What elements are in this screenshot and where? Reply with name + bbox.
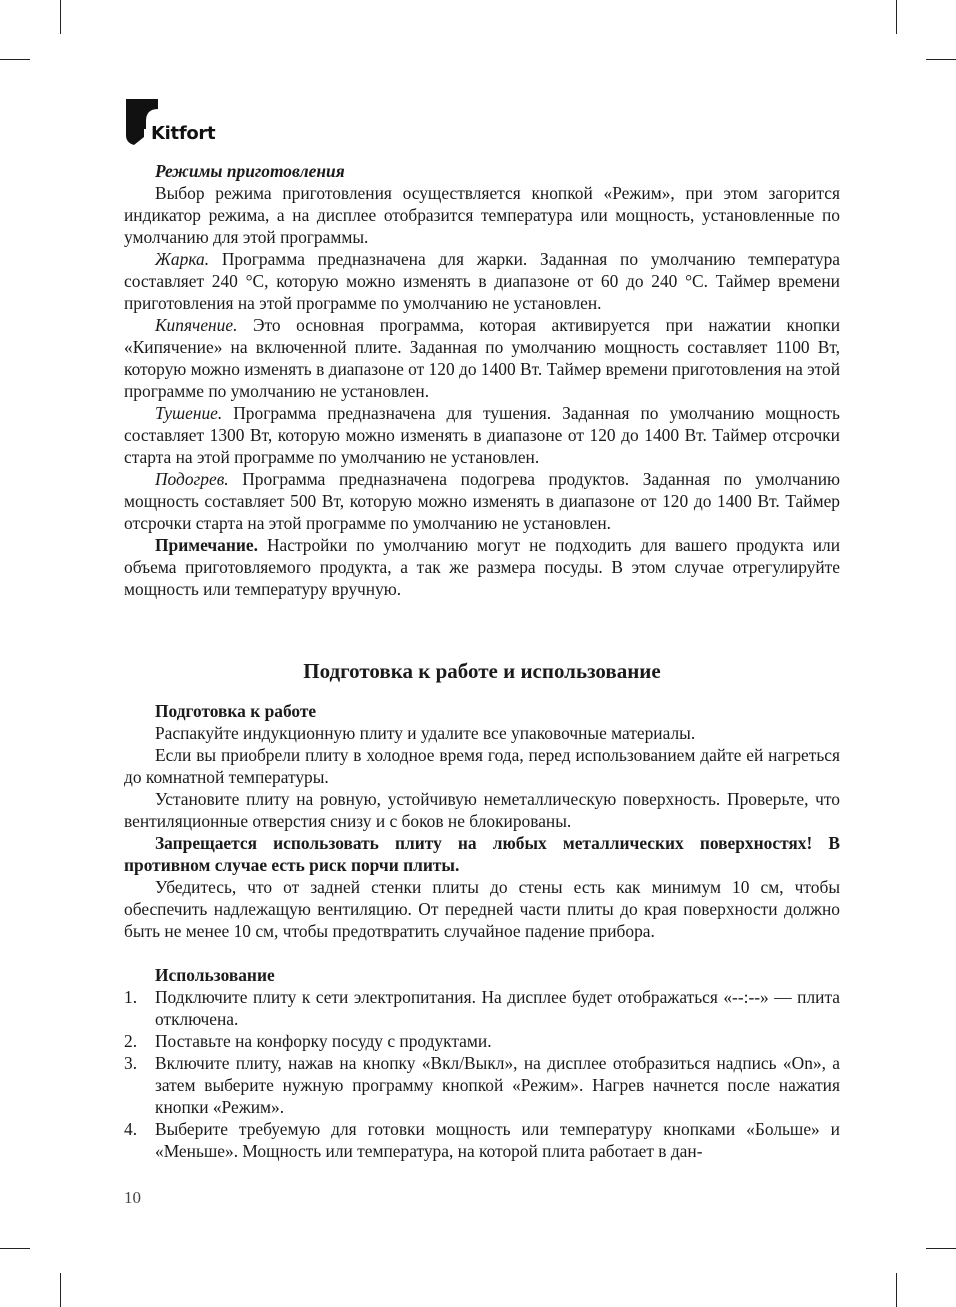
modes-heading: Режимы приготовления <box>155 161 345 181</box>
step-text: Поставьте на конфорку посуду с продуктами. <box>155 1031 492 1051</box>
mode-item-stewing <box>124 402 840 468</box>
list-item <box>124 1030 840 1052</box>
step-text: Выберите требуемую для готовки мощность или температуру кнопками «Больше» и «Меньше». Мощность или температура, на которой плита работает в дан- <box>155 1119 840 1161</box>
brand-logo-text: Kitfort <box>151 123 216 144</box>
crop-mark-top-left <box>60 0 61 34</box>
prep-paragraph: Если вы приобрели плиту в холодное время года, перед использованием дайте ей нагреться до комнатной температуры. <box>124 745 840 787</box>
usage-steps <box>124 986 840 1162</box>
crop-mark-top-left-h <box>0 59 30 60</box>
list-item <box>124 1118 840 1162</box>
list-item <box>124 1052 840 1118</box>
mode-name: Тушение. <box>155 403 223 423</box>
list-item <box>124 986 840 1030</box>
step-text: Включите плиту, нажав на кнопку «Вкл/Выкл», на дисплее отобразиться надпись «On», а затем выберите нужную программу кнопкой «Режим». Нагрев начнется после нажатия кнопки «Режим». <box>155 1053 840 1117</box>
mode-name: Жарка. <box>155 249 210 269</box>
mode-text: Программа предназначена для жарки. Заданная по умолчанию температура составляет 240 °С, которую можно изменять в диапазоне от 60 до 240 °С. Таймер времени приготовления на этой программе по умолчанию не установлен. <box>124 249 840 313</box>
crop-mark-top-right <box>896 0 897 34</box>
modes-intro: Выбор режима приготовления осуществляется кнопкой «Режим», при этом загорится индикатор режима, а на дисплее отобразится температура или мощность, установленные по умолчанию для этой программы. <box>124 183 840 247</box>
note-text: Настройки по умолчанию могут не подходить для вашего продукта или объема приготовляемого продукта, а так же размера посуды. В этом случае отрегулируйте мощность или температуру вручную. <box>124 535 840 599</box>
mode-text: Программа предназначена подогрева продуктов. Заданная по умолчанию мощность составляет 500 Вт, которую можно изменять в диапазоне от 120 до 1400 Вт. Таймер отсрочки старта на этой программе по умолчанию не установлен. <box>124 469 840 533</box>
modes-note <box>124 534 840 600</box>
use-heading: Использование <box>155 965 275 985</box>
page-content <box>124 160 840 1162</box>
crop-mark-bottom-left <box>60 1273 61 1307</box>
warning-text: Запрещается использовать плиту на любых металлических поверхностях! В противном случае есть риск порчи плиты. <box>124 833 840 875</box>
brand-logo <box>124 99 224 147</box>
step-number: 3. <box>124 1053 138 1073</box>
note-label: Примечание. <box>155 535 258 555</box>
mode-name: Кипячение. <box>155 315 238 335</box>
crop-mark-bottom-right-h <box>926 1248 956 1249</box>
mode-item-boiling <box>124 314 840 402</box>
crop-mark-top-right-h <box>926 59 956 60</box>
ventilation-text: Убедитесь, что от задней стенки плиты до стены есть как минимум 10 см, чтобы обеспечить надлежащую вентиляцию. От передней части плиты до края поверхности должно быть не менее 10 см, чтобы предотвратить случайное падение прибора. <box>124 877 840 941</box>
prep-heading: Подготовка к работе <box>155 701 317 721</box>
prep-paragraph: Распакуйте индукционную плиту и удалите все упаковочные материалы. <box>155 723 696 743</box>
mode-item-frying <box>124 248 840 314</box>
mode-text: Это основная программа, которая активируется при нажатии кнопки «Кипячение» на включенной плите. Заданная по умолчанию мощность составляет 1100 Вт, которую можно изменять в диапазоне от 120 до 1400 Вт. Таймер времени приготовления на этой программе по умолчанию не установлен. <box>124 315 840 401</box>
prep-paragraph: Установите плиту на ровную, устойчивую неметаллическую поверхность. Проверьте, что вентиляционные отверстия снизу и с боков не блокированы. <box>124 789 840 831</box>
step-number: 4. <box>124 1119 138 1139</box>
mode-name: Подогрев. <box>155 469 229 489</box>
crop-mark-bottom-right <box>896 1273 897 1307</box>
mode-item-warming <box>124 468 840 534</box>
step-number: 1. <box>124 987 138 1007</box>
step-text: Подключите плиту к сети электропитания. На дисплее будет отображаться «--:--» — плита отключена. <box>155 987 840 1029</box>
crop-mark-bottom-left-h <box>0 1248 30 1249</box>
mode-text: Программа предназначена для тушения. Заданная по умолчанию мощность составляет 1300 Вт, которую можно изменять в диапазоне от 120 до 1400 Вт. Таймер отсрочки старта на этой программе по умолчанию не установлен. <box>124 403 840 467</box>
page-number: 10 <box>124 1188 141 1207</box>
section-title: Подготовка к работе и использование <box>303 659 661 683</box>
step-number: 2. <box>124 1031 138 1051</box>
